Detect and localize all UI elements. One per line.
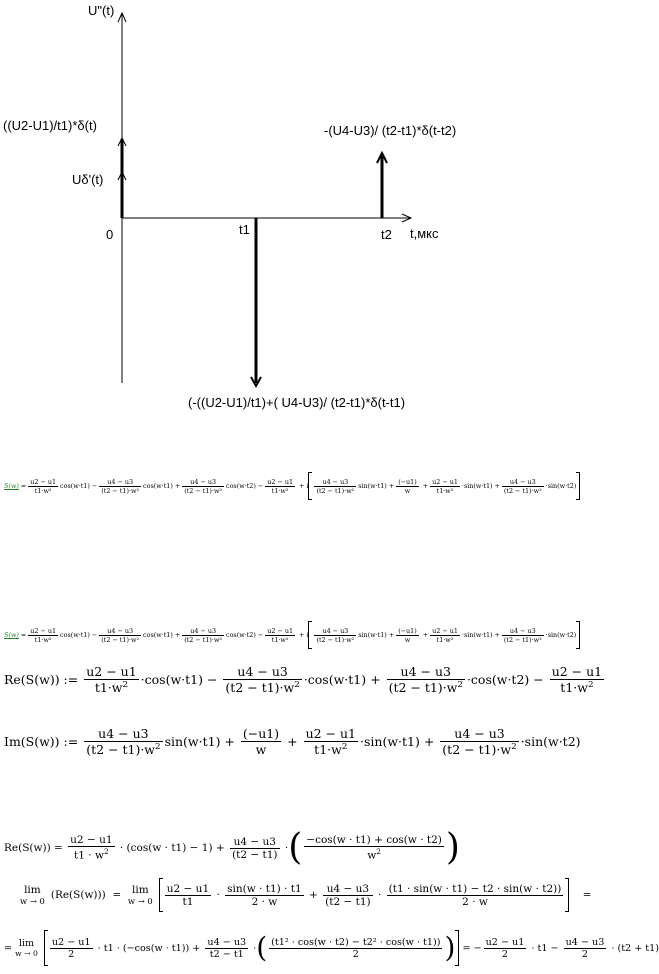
limit-equation-1: lim w → 0 (Re(S(w))) = lim w → 0 $\frac{u2 - u1}{t1}$ · $\frac{\sin(w \cdot t1) \cdot t1}{2 \cdot w}$ + $\frac{u4 - u3}{(t2 - t1)}$ · $\frac{(t1 \cdot \sin(w \cdot t1) - t2 \cdot \sin(w \cdot t2))}{2 \cdot w}$ = <box>20 878 592 912</box>
spectrum-equation-2: S(w) = $\frac{u2 - u1}{\text{t1·w²}}$ cos(w·t1) − $\frac{u4 - u3}{\text{(t2 − t1)·w²}}$ cos(w·t1) + $\frac{u4 - u3}{\text{(t2 − t1)·w²}}$ cos(w·t2) − $\frac{u2 - u1}{\text{t1·w²}}$ + i $\frac{u4 - u3}{\text{(t2 − t1)·w²}}$ sin(w·t1) + $\frac{(-u1)}{w}$ + $\frac{u2 - u1}{\text{t1·w²}}$ · sin(w·t1) + $\frac{u4 - u3}{\text{(t2 − t1)·w²}}$ · sin(w·t2) <box>4 621 580 649</box>
label-udelta: Uδ'(t) <box>72 172 104 187</box>
limit-equation-2: = lim w → 0 $\frac{u2 - u1}{2}$ · t1 · (−cos(w · t1)) + $\frac{u4 - u3}{t2 - t1}$ · ( $\frac{\text{(t1² · cos(w · t2) − t2² · cos(w · t1))}}{2}$ ) = − $\frac{u2 - u1}{2}$ · t1 − $\frac{u4 - u3}{2}$ · (t2 + t1) <box>4 931 659 964</box>
label-impulse-zero: ((U2-U1)/t1)*δ(t) <box>3 118 97 133</box>
x-axis-label: t,мкс <box>410 226 439 241</box>
label-zero: 0 <box>106 227 114 242</box>
impulse-graph <box>0 0 624 420</box>
spectrum-equation-1: S(w) = $\frac{u2 - u1}{\text{t1·w²}}$ cos(w·t1) − $\frac{u4 - u3}{\text{(t2 − t1)·w²}}$ cos(w·t1) + $\frac{u4 - u3}{\text{(t2 − t1)·w²}}$ cos(w·t2) − $\frac{u2 - u1}{\text{t1·w²}}$ + i $\frac{u4 - u3}{\text{(t2 − t1)·w²}}$ sin(w·t1) + $\frac{(-u1)}{w}$ + $\frac{u2 - u1}{\text{t1·w²}}$ · sin(w·t1) + $\frac{u4 - u3}{\text{(t2 − t1)·w²}}$ · sin(w·t2) <box>4 472 580 500</box>
re-definition: Re(S(w)) := $\frac{u2 - u1}{t1\cdot w^2}$ ·cos(w·t1) − $\frac{u4 - u3}{(t2 - t1)\cdot w^2}$ ·cos(w·t1) + $\frac{u4 - u3}{(t2 - t1)\cdot w^2}$ ·cos(w·t2) − $\frac{u2 - u1}{t1\cdot w^2}$ <box>4 664 603 696</box>
re-simplified: Re(S(w)) = $\frac{u2 - u1}{t1 \cdot w^2}$ · (cos(w · t1) − 1) + $\frac{u4 - u3}{(t2 - t1)}$ · ( $\frac{-\cos(w \cdot t1) + \cos(w \cdot t2)}{w^2}$ ) <box>4 827 460 868</box>
label-impulse-t1: (-((U2-U1)/t1)+( U4-U3)/ (t2-t1)*δ(t-t1) <box>188 395 406 410</box>
label-t2: t2 <box>381 227 392 242</box>
label-t1: t1 <box>239 222 250 237</box>
label-impulse-t2: -(U4-U3)/ (t2-t1)*δ(t-t2) <box>324 123 457 138</box>
y-axis-label: U"(t) <box>88 3 115 18</box>
im-definition: Im(S(w)) := $\frac{u4 - u3}{(t2 - t1)\cdot w^2}$ sin(w·t1) + $\frac{(-u1)}{w}$ + $\frac{u2 - u1}{t1\cdot w^2}$ ·sin(w·t1) + $\frac{u4 - u3}{(t2 - t1)\cdot w^2}$ ·sin(w·t2) <box>4 726 581 758</box>
